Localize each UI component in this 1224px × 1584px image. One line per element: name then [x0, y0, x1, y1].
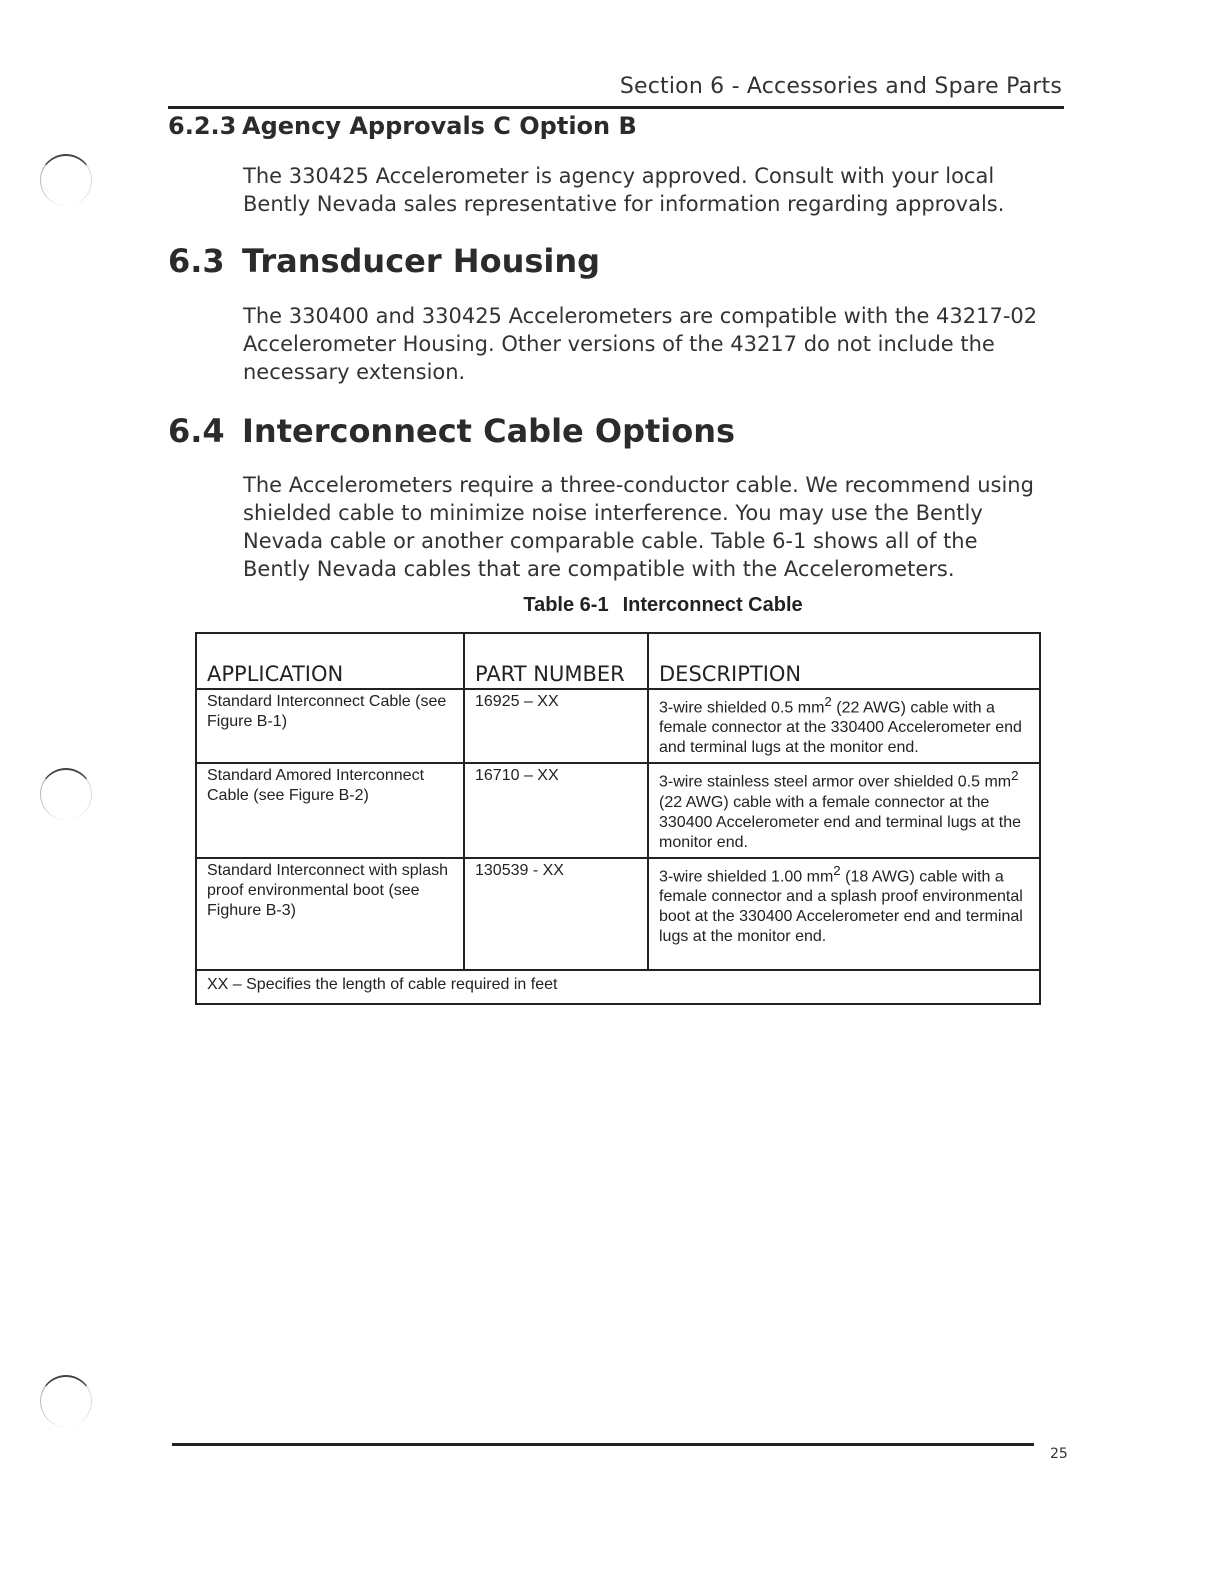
- description-cell: [648, 858, 1040, 970]
- application-cell: Standard Interconnect Cable (see Figure B-1): [196, 689, 464, 763]
- header-rule: [168, 106, 1064, 109]
- binder-hole-mark: [40, 768, 92, 820]
- section-623-body: The 330425 Accelerometer is agency approved. Consult with your local Bently Nevada sales representative for information regarding approvals.: [243, 164, 1005, 216]
- section-number: 6.4: [168, 412, 225, 450]
- table-note-row: [196, 970, 1040, 1004]
- table-caption-title: Interconnect Cable: [622, 594, 803, 616]
- application-cell: Standard Amored Interconnect Cable (see Figure B-2): [196, 763, 464, 857]
- section-63-body: The 330400 and 330425 Accelerometers are compatible with the 43217-02 Accelerometer Housing. Other versions of the 43217 do not include the necessary extension.: [243, 304, 1038, 384]
- section-title: Agency Approvals C Option B: [242, 112, 637, 140]
- table-row: [196, 858, 1040, 970]
- table-row: [196, 689, 1040, 763]
- part-number-cell: 16925 – XX: [464, 689, 648, 763]
- part-number-cell: 130539 - XX: [464, 858, 648, 970]
- section-title: Interconnect Cable Options: [242, 412, 736, 450]
- superscript: 2: [824, 694, 832, 709]
- table-caption-number: Table 6-1: [523, 594, 609, 616]
- description-text: (22 AWG) cable with a female connector at the 330400 Accelerometer end and terminal lugs at the monitor end.: [659, 699, 1022, 757]
- description-text: 3-wire stainless steel armor over shielded 0.5 mm: [659, 773, 1012, 791]
- part-number-cell: 16710 – XX: [464, 763, 648, 857]
- table-row: [196, 763, 1040, 857]
- description-text: 3-wire shielded 1.00 mm: [659, 867, 834, 885]
- section-64-body: The Accelerometers require a three-conductor cable. We recommend using shielded cable to minimize noise interference. You may use the Bently Nevada cable or another comparable cable. Table 6-1 shows all of the Bently Nevada cables that are compatible with the Accelerometers.: [243, 473, 1034, 581]
- table-note: XX – Specifies the length of cable required in feet: [196, 970, 1040, 1004]
- section-623-heading: [168, 112, 637, 140]
- superscript: 2: [833, 862, 841, 878]
- section-number: 6.2.3: [168, 112, 237, 140]
- table-caption: [0, 594, 1224, 617]
- superscript: 2: [1011, 768, 1019, 784]
- page-number: 25: [1050, 1446, 1068, 1462]
- description-text: 3-wire shielded 0.5 mm: [659, 699, 825, 717]
- interconnect-cable-table: [195, 632, 1041, 1005]
- footer-rule: [172, 1443, 1034, 1446]
- binder-hole-mark: [40, 154, 92, 206]
- description-cell: [648, 689, 1040, 763]
- section-63-heading: [168, 242, 600, 280]
- application-cell: Standard Interconnect with splash proof environmental boot (see Fighure B-3): [196, 858, 464, 970]
- description-text: (18 AWG) cable with a female connector and a splash proof environmental boot at the 330400 Accelerometer end and terminal lugs at the monitor end.: [659, 867, 1023, 945]
- table-header-row: [196, 633, 1040, 689]
- column-header-application: APPLICATION: [196, 633, 464, 689]
- section-title: Transducer Housing: [242, 242, 601, 280]
- section-number: 6.3: [168, 242, 225, 280]
- description-cell: [648, 763, 1040, 857]
- binder-hole-mark: [40, 1375, 92, 1427]
- description-text: (22 AWG) cable with a female connector at the 330400 Accelerometer end and terminal lugs at the monitor end.: [659, 793, 1022, 851]
- running-header: Section 6 - Accessories and Spare Parts: [619, 74, 1062, 99]
- section-64-heading: [168, 412, 735, 450]
- column-header-description: DESCRIPTION: [648, 633, 1040, 689]
- column-header-part-number: PART NUMBER: [464, 633, 648, 689]
